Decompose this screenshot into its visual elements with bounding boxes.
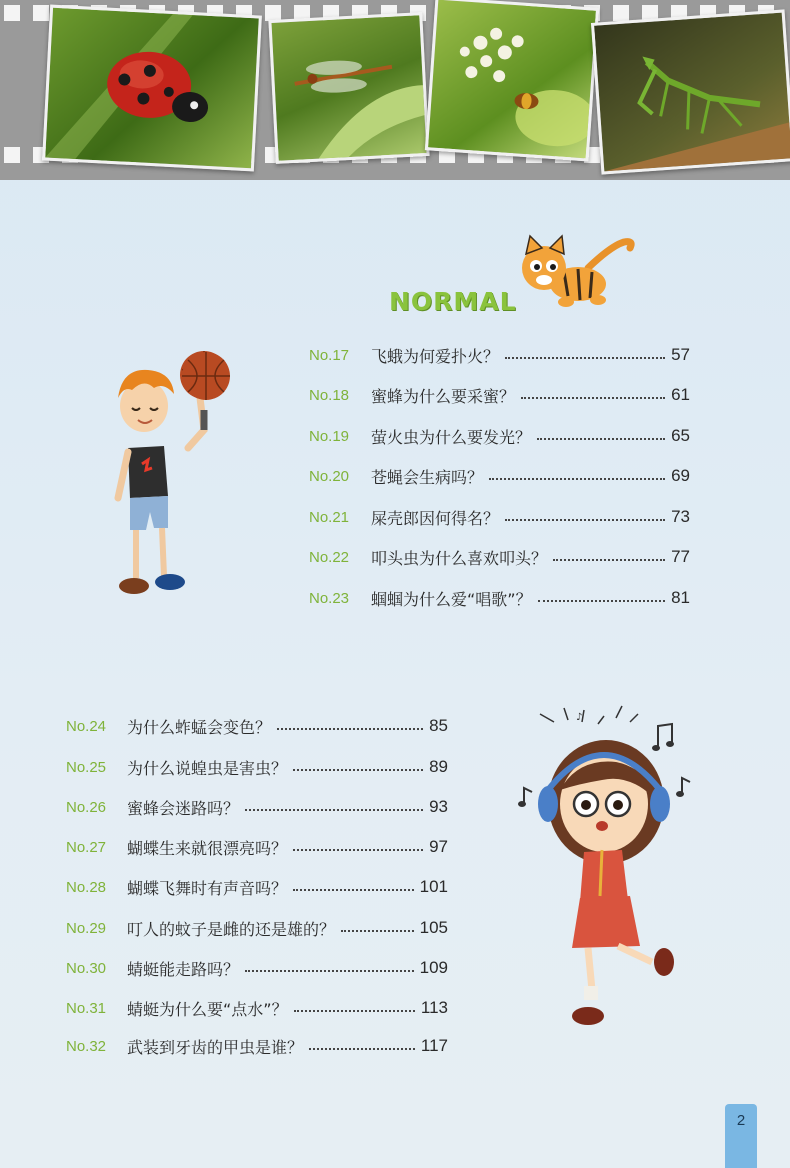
toc-number: No.24 bbox=[66, 717, 107, 735]
toc-page: 105 bbox=[419, 918, 448, 937]
toc-title: 叩头虫为什么喜欢叩头？ bbox=[371, 548, 548, 568]
leader-dots bbox=[553, 559, 665, 561]
toc-entry[interactable] bbox=[309, 461, 690, 491]
music-note-icon bbox=[518, 786, 534, 808]
leader-dots bbox=[537, 438, 665, 440]
toc-page: 113 bbox=[420, 998, 448, 1017]
toc-number: No.25 bbox=[66, 758, 107, 776]
toc-entry[interactable] bbox=[66, 1031, 448, 1061]
toc-title: 蜜蜂会迷路吗？ bbox=[127, 798, 240, 818]
toc-entry[interactable] bbox=[309, 542, 690, 572]
toc-entry[interactable] bbox=[66, 711, 448, 741]
toc-entry[interactable] bbox=[66, 872, 448, 902]
music-note-icon bbox=[676, 776, 692, 798]
toc-entry[interactable] bbox=[66, 993, 448, 1023]
svg-text:♪: ♪ bbox=[576, 712, 583, 723]
toc-number: No.29 bbox=[66, 919, 107, 937]
toc-page: 101 bbox=[419, 877, 448, 896]
toc-title: 蜻蜓能走路吗？ bbox=[127, 959, 240, 979]
mantis-photo bbox=[591, 9, 790, 174]
leader-dots bbox=[294, 1010, 415, 1012]
ladybug-photo bbox=[42, 5, 262, 172]
basketball-icon bbox=[180, 350, 232, 402]
toc-number: No.26 bbox=[66, 798, 107, 816]
toc-number: No.32 bbox=[66, 1037, 107, 1055]
toc-number: No.30 bbox=[66, 959, 107, 977]
toc-title: 萤火虫为什么要发光？ bbox=[371, 427, 532, 447]
toc-page: 61 bbox=[671, 385, 690, 404]
toc-title: 为什么说蝗虫是害虫？ bbox=[127, 758, 288, 778]
toc-title: 屎壳郎因何得名？ bbox=[371, 508, 500, 528]
toc-entry[interactable] bbox=[66, 832, 448, 862]
toc-number: No.17 bbox=[309, 346, 350, 364]
toc-title: 蝴蝶生来就很漂亮吗？ bbox=[127, 838, 288, 858]
toc-number: No.27 bbox=[66, 838, 107, 856]
toc-entry[interactable] bbox=[66, 913, 448, 943]
cat-icon bbox=[516, 236, 646, 311]
toc-entry[interactable] bbox=[309, 340, 690, 370]
leader-dots bbox=[277, 728, 423, 730]
toc-title: 蝈蝈为什么爱“唱歌”？ bbox=[371, 589, 532, 609]
toc-number: No.21 bbox=[309, 508, 350, 526]
music-note-icon bbox=[652, 722, 676, 752]
toc-page: 89 bbox=[429, 757, 448, 776]
toc-entry[interactable] bbox=[66, 792, 448, 822]
toc-title: 蜜蜂为什么要采蜜？ bbox=[371, 386, 516, 406]
leader-dots bbox=[245, 809, 423, 811]
toc-page: 65 bbox=[671, 426, 690, 445]
leader-dots bbox=[538, 600, 665, 602]
leader-dots bbox=[505, 519, 665, 521]
toc-entry[interactable] bbox=[309, 583, 690, 613]
toc-number: No.23 bbox=[309, 589, 350, 607]
leader-dots bbox=[489, 478, 665, 480]
toc-page: 117 bbox=[420, 1036, 448, 1055]
toc-page: 57 bbox=[671, 345, 690, 364]
toc-number: No.20 bbox=[309, 467, 350, 485]
toc-title: 蜻蜓为什么要“点水”？ bbox=[127, 999, 288, 1019]
toc-number: No.22 bbox=[309, 548, 350, 566]
toc-number: No.31 bbox=[66, 999, 107, 1017]
toc-title: 武装到牙齿的甲虫是谁？ bbox=[127, 1037, 304, 1057]
toc-page: 97 bbox=[429, 837, 448, 856]
leader-dots bbox=[245, 970, 414, 972]
leader-dots bbox=[521, 397, 665, 399]
leader-dots bbox=[293, 769, 423, 771]
bee-flowers-photo bbox=[425, 0, 599, 162]
toc-entry[interactable] bbox=[309, 502, 690, 532]
film-hole bbox=[33, 5, 49, 21]
section-heading: NORMAL bbox=[389, 287, 517, 316]
film-hole bbox=[4, 5, 20, 21]
page-number-tab bbox=[725, 1104, 757, 1168]
toc-entry[interactable] bbox=[66, 752, 448, 782]
toc-title: 蝴蝶飞舞时有声音吗？ bbox=[127, 878, 288, 898]
toc-number: No.28 bbox=[66, 878, 107, 896]
leader-dots bbox=[505, 357, 665, 359]
page-number: 2 bbox=[736, 1112, 746, 1129]
film-hole bbox=[613, 5, 629, 21]
toc-title: 叮人的蚊子是雌的还是雄的？ bbox=[127, 919, 336, 939]
toc-title: 为什么蚱蜢会变色？ bbox=[127, 717, 272, 737]
toc-page: 109 bbox=[419, 958, 448, 977]
toc-number: No.19 bbox=[309, 427, 350, 445]
toc-page: 81 bbox=[671, 588, 690, 607]
leader-dots bbox=[341, 930, 414, 932]
toc-page: 73 bbox=[671, 507, 690, 526]
toc-page: 85 bbox=[429, 716, 448, 735]
leader-dots bbox=[293, 849, 423, 851]
toc-entry[interactable] bbox=[66, 953, 448, 983]
film-hole bbox=[4, 147, 20, 163]
toc-page: 77 bbox=[671, 547, 690, 566]
toc-title: 飞蛾为何爱扑火？ bbox=[371, 346, 500, 366]
leader-dots bbox=[293, 889, 414, 891]
leader-dots bbox=[309, 1048, 415, 1050]
toc-page: 69 bbox=[671, 466, 690, 485]
toc-title: 苍蝇会生病吗？ bbox=[371, 467, 484, 487]
dragonfly-photo bbox=[268, 12, 429, 164]
toc-entry[interactable] bbox=[309, 380, 690, 410]
toc-entry[interactable] bbox=[309, 421, 690, 451]
toc-page: 93 bbox=[429, 797, 448, 816]
toc-number: No.18 bbox=[309, 386, 350, 404]
film-strip-banner bbox=[0, 0, 790, 180]
